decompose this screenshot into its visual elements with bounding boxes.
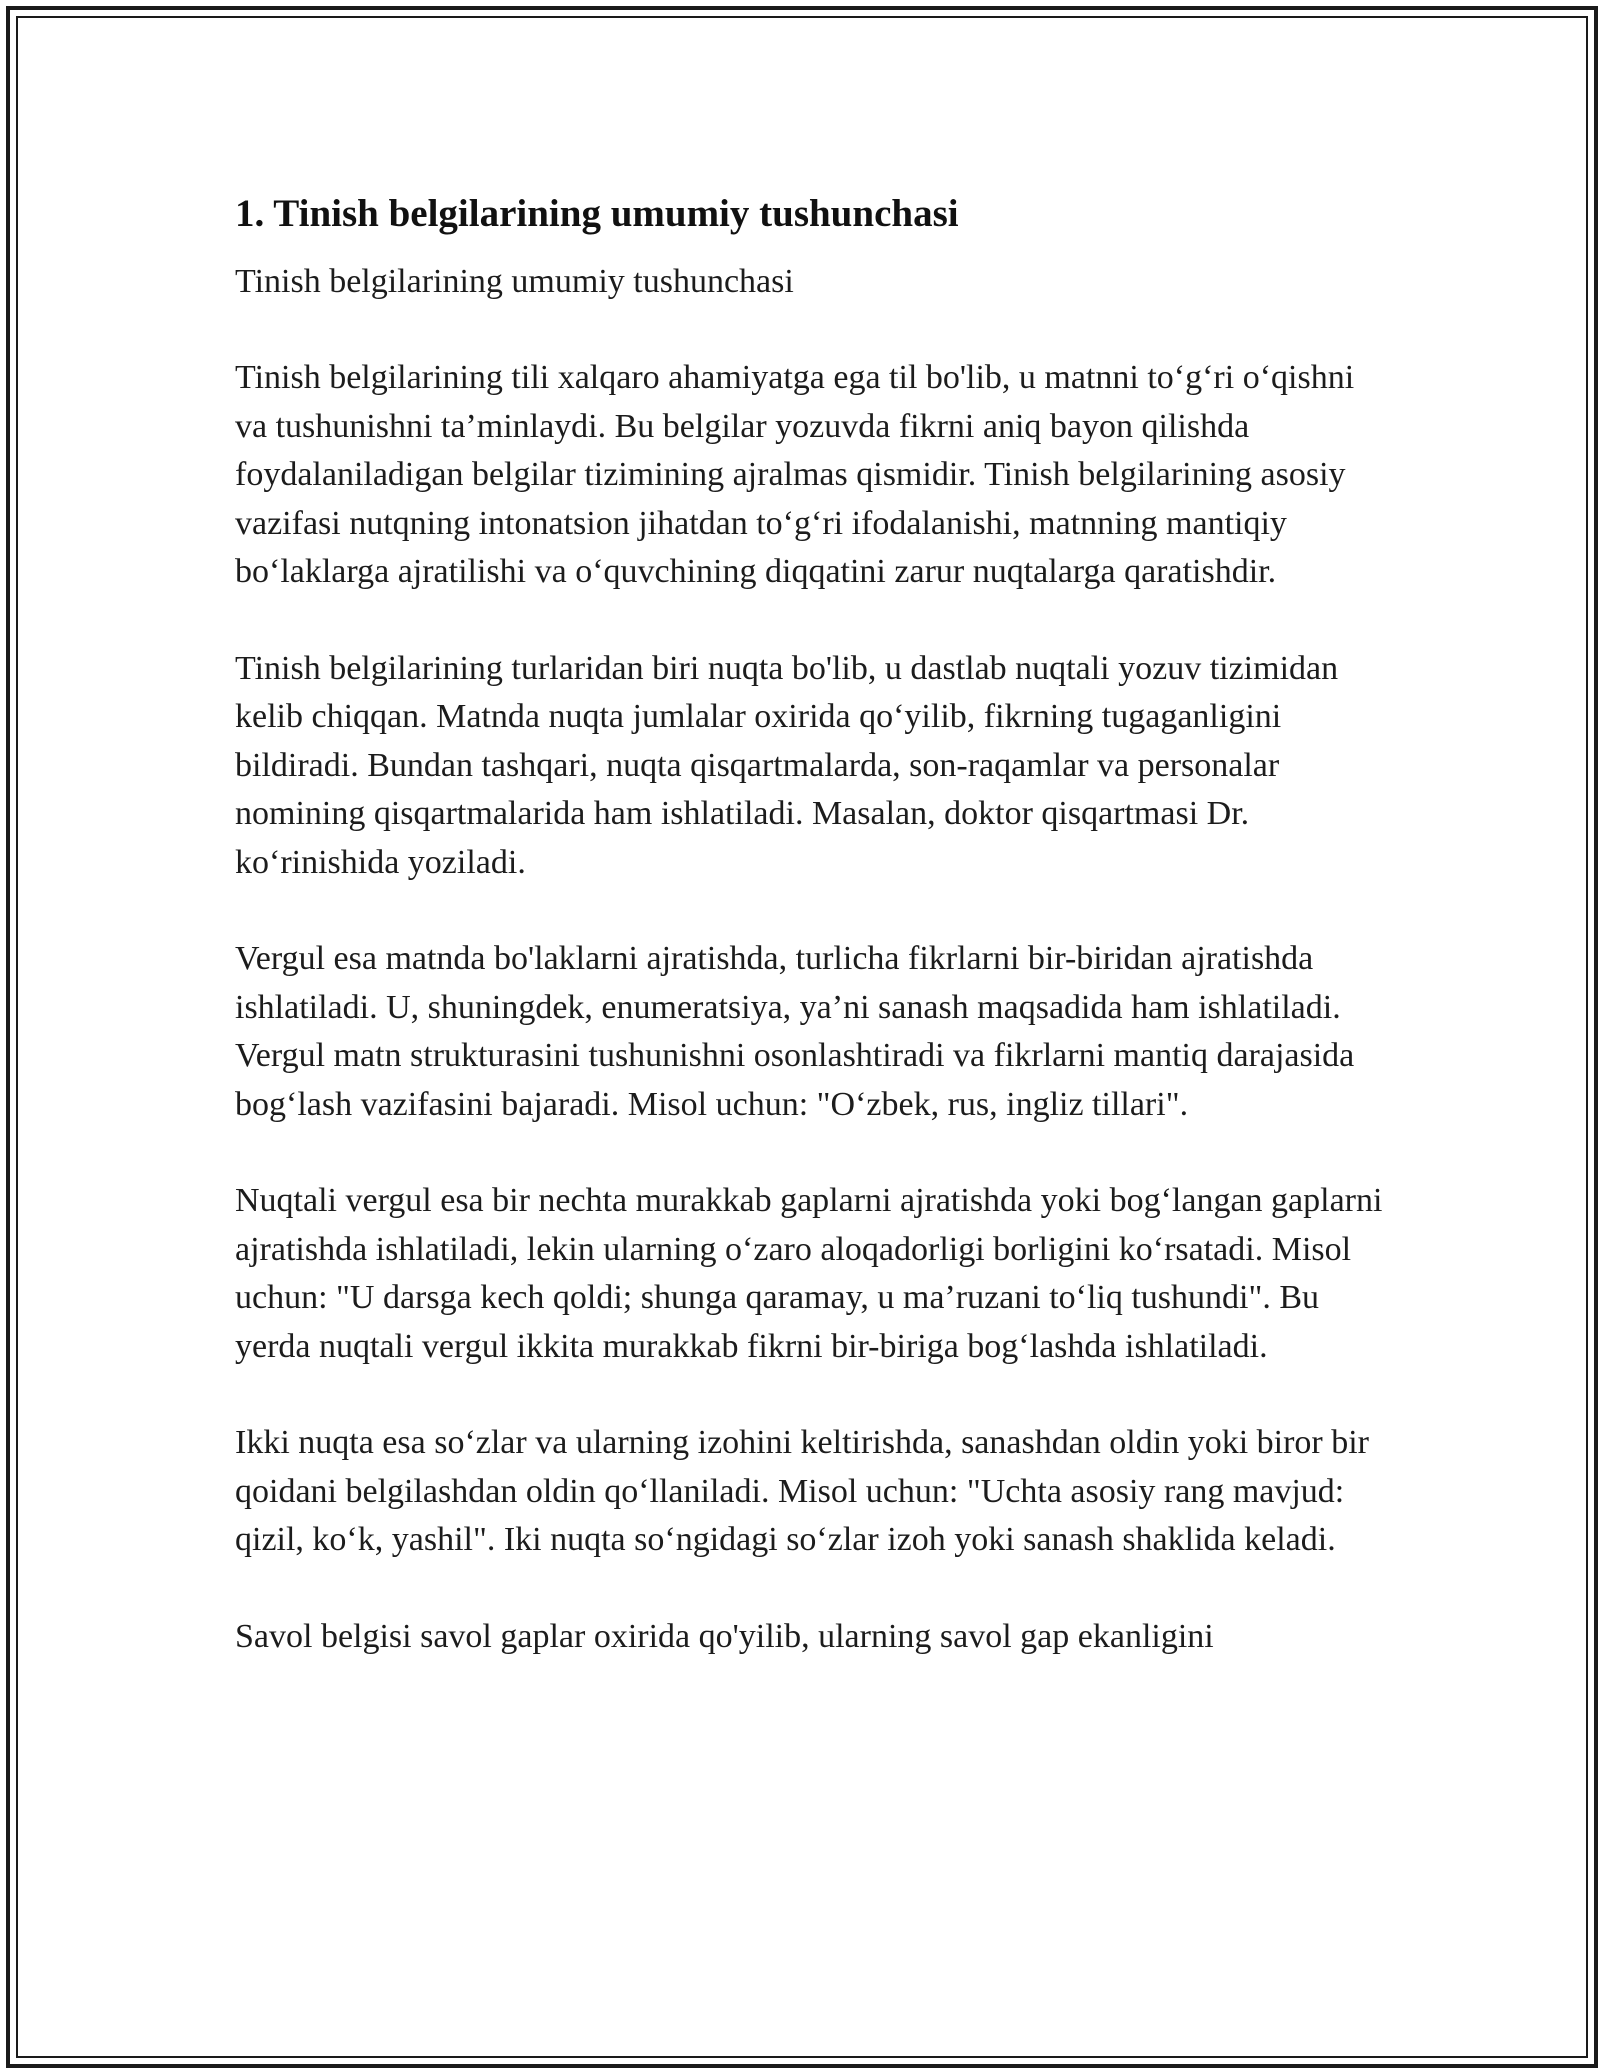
- paragraph-intro: Tinish belgilarining tili xalqaro ahamiyatga ega til bo'lib, u matnni to‘g‘ri o‘qishni va tushunishni ta’minlaydi. Bu belgilar yozuvda fikrni aniq bayon qilishda foydalaniladigan belgilar tizimining ajralmas qismidir. Tinish belgilarining asosiy vazifasi nutqning intonatsion jihatdan to‘g‘ri ifodalanishi, matnning mantiqiy bo‘laklarga ajratilishi va o‘quvchining diqqatini zarur nuqtalarga qaratishdir.: [235, 359, 1355, 590]
- paragraph-nuqta: Tinish belgilarining turlaridan biri nuqta bo'lib, u dastlab nuqtali yozuv tizimidan kelib chiqqan. Matnda nuqta jumlalar oxirida qo‘yilib, fikrning tugaganligini bildiradi. Bundan tashqari, nuqta qisqartmalarda, son-raqamlar va personalar nomining qisqartmalarida ham ishlatiladi. Masalan, doktor qisqartmasi Dr. ko‘rinishida yoziladi.: [235, 649, 1339, 881]
- document-body: [235, 185, 1385, 1661]
- paragraph-savol-belgisi: Savol belgisi savol gaplar oxirida qo'yilib, ularning savol gap ekanligini: [235, 1617, 1214, 1655]
- paragraph-vergul: Vergul esa matnda bo'laklarni ajratishda, turlicha fikrlarni bir-biridan ajratishda ishlatiladi. U, shuningdek, enumeratsiya, ya’ni sanash maqsadida ham ishlatiladi. Vergul matn strukturasini tushunishni osonlashtiradi va fikrlarni mantiq darajasida bog‘lash vazifasini bajaradi. Misol uchun: "O‘zbek, rus, ingliz tillari".: [235, 940, 1355, 1123]
- paragraph-ikki-nuqta: Ikki nuqta esa so‘zlar va ularning izohini keltirishda, sanashdan oldin yoki biror bir qoidani belgilashdan oldin qo‘llaniladi. Misol uchun: "Uchta asosiy rang mavjud: qizil, ko‘k, yashil". Iki nuqta so‘ngidagi so‘zlar izoh yoki sanash shaklida keladi.: [235, 1424, 1370, 1558]
- section-subtitle: Tinish belgilarining umumiy tushunchasi: [235, 263, 794, 300]
- section-heading: 1. Tinish belgilarining umumiy tushunchasi: [235, 192, 959, 235]
- paragraph-nuqtali-vergul: Nuqtali vergul esa bir nechta murakkab gaplarni ajratishda yoki bog‘langan gaplarni ajratishda ishlatiladi, lekin ularning o‘zaro aloqadorligi borligini ko‘rsatadi. Misol uchun: "U darsga kech qoldi; shunga qaramay, u ma’ruzani to‘liq tushundi". Bu yerda nuqtali vergul ikkita murakkab fikrni bir-biriga bog‘lashda ishlatiladi.: [235, 1182, 1383, 1365]
